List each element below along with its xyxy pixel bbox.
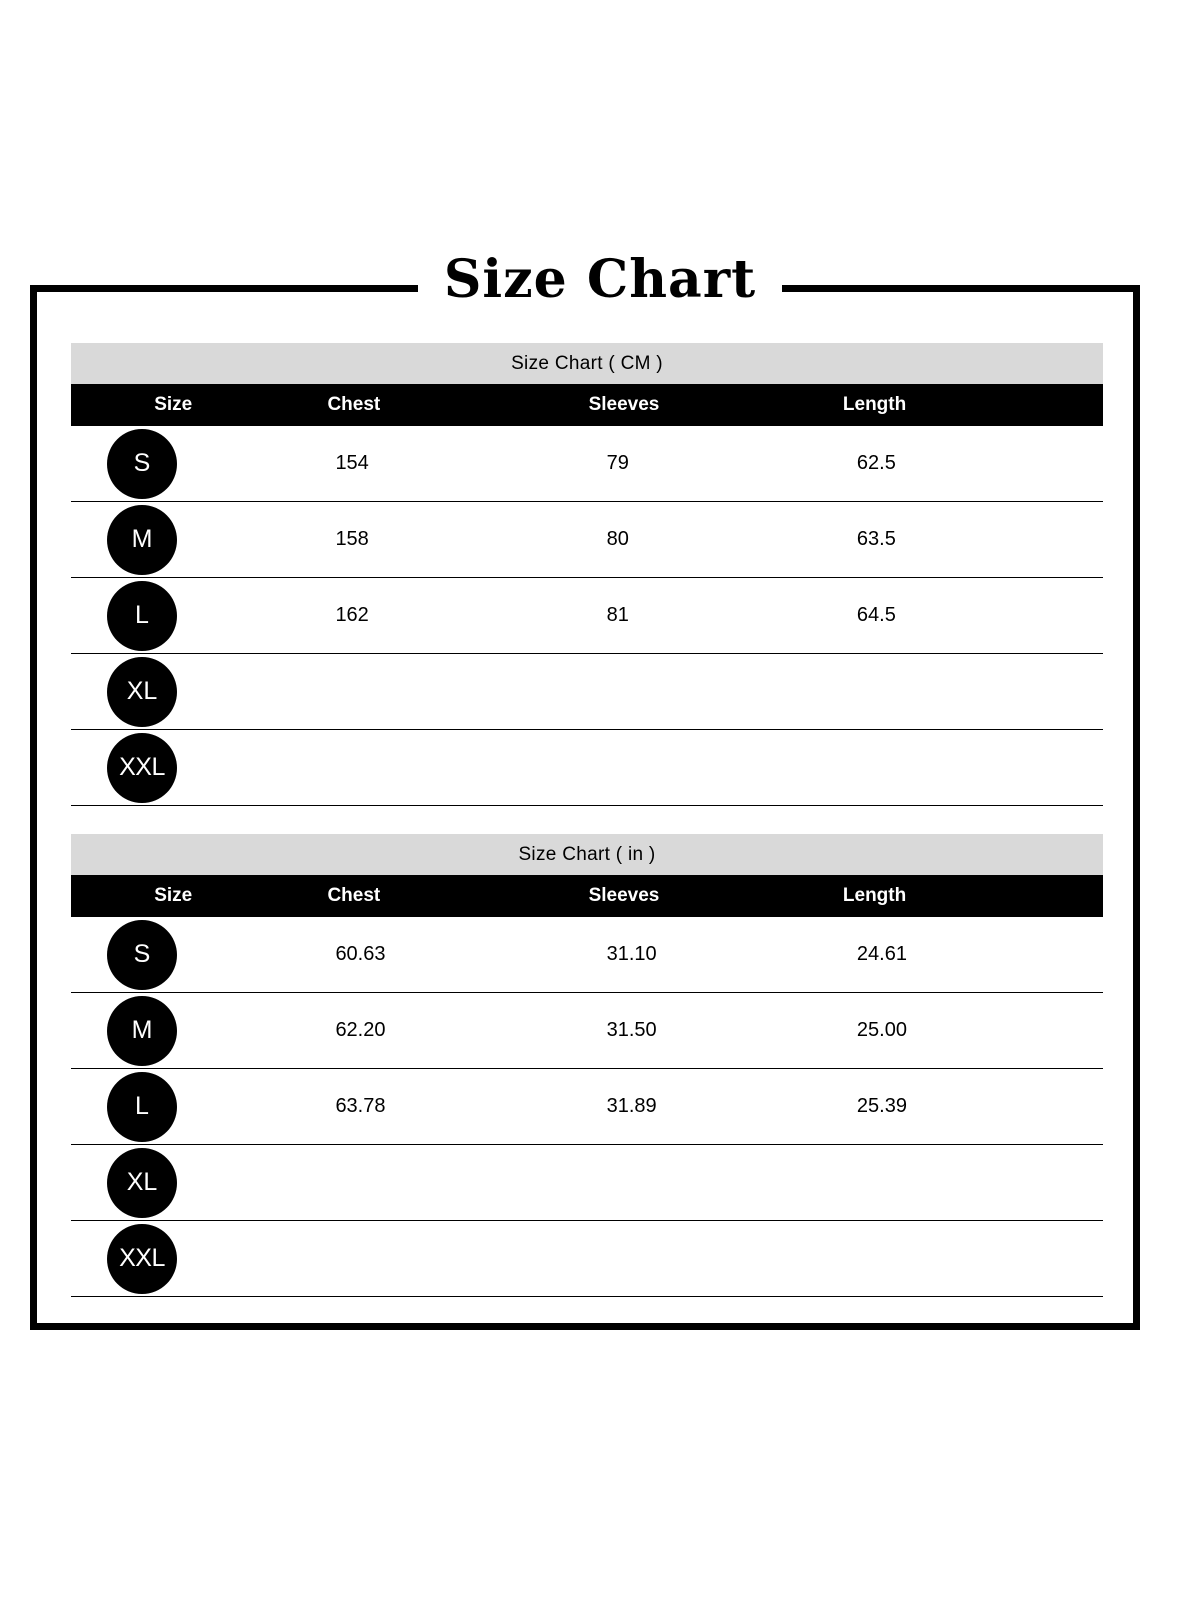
chest-value: 60.63	[335, 943, 386, 965]
chest-value	[275, 1221, 570, 1297]
column-header-size: Size	[71, 384, 275, 426]
length-value	[825, 730, 1103, 806]
chest-value: 162	[335, 604, 369, 626]
sleeves-value: 80	[606, 528, 629, 550]
sleeves-value: 31.89	[606, 1095, 657, 1117]
column-header-length: Length	[825, 384, 1103, 426]
size-table-cm	[71, 384, 1103, 806]
size-cell	[71, 1069, 275, 1145]
size-cell	[71, 917, 275, 993]
size-chart-cm-section	[71, 343, 1103, 806]
size-cell	[71, 578, 275, 654]
size-chart-in-section	[71, 834, 1103, 1297]
chest-value: 154	[335, 452, 369, 474]
chest-value: 63.78	[335, 1095, 386, 1117]
chest-value	[275, 730, 570, 806]
table-row	[71, 426, 1103, 502]
table-row	[71, 730, 1103, 806]
size-cell	[71, 730, 275, 806]
table-row	[71, 654, 1103, 730]
size-cell	[71, 426, 275, 502]
length-value	[825, 1145, 1103, 1221]
size-badge: S	[107, 429, 177, 499]
table-row	[71, 502, 1103, 578]
length-value	[825, 654, 1103, 730]
table-row	[71, 1145, 1103, 1221]
length-value: 25.00	[856, 1019, 907, 1041]
size-cell	[71, 1145, 275, 1221]
column-header-size: Size	[71, 875, 275, 917]
page-title: Size Chart	[418, 254, 782, 306]
size-badge: M	[107, 996, 177, 1066]
chest-value: 158	[335, 528, 369, 550]
column-header-sleeves: Sleeves	[571, 875, 825, 917]
sleeves-value: 81	[606, 604, 629, 626]
column-header-sleeves: Sleeves	[571, 384, 825, 426]
table-row	[71, 1221, 1103, 1297]
size-table-in	[71, 875, 1103, 1297]
size-cell	[71, 654, 275, 730]
chest-value	[275, 1145, 570, 1221]
size-cell	[71, 502, 275, 578]
column-header-length: Length	[825, 875, 1103, 917]
table-header-row	[71, 875, 1103, 917]
size-badge: XXL	[107, 733, 177, 803]
size-chart-tables	[71, 343, 1103, 1297]
size-badge: S	[107, 920, 177, 990]
size-cell	[71, 993, 275, 1069]
length-value: 25.39	[856, 1095, 907, 1117]
sleeves-value	[571, 1145, 825, 1221]
sleeves-value: 79	[606, 452, 629, 474]
table-row	[71, 993, 1103, 1069]
sleeves-value	[571, 1221, 825, 1297]
chest-value	[275, 654, 570, 730]
column-header-chest: Chest	[275, 384, 570, 426]
section-band-in: Size Chart ( in )	[71, 834, 1103, 875]
sleeves-value: 31.10	[606, 943, 657, 965]
table-row	[71, 1069, 1103, 1145]
length-value: 24.61	[856, 943, 907, 965]
chest-value: 62.20	[335, 1019, 386, 1041]
size-badge: M	[107, 505, 177, 575]
length-value: 63.5	[856, 528, 896, 550]
table-header-row	[71, 384, 1103, 426]
size-badge: L	[107, 1072, 177, 1142]
length-value: 64.5	[856, 604, 896, 626]
table-row	[71, 578, 1103, 654]
size-badge: XL	[107, 1148, 177, 1218]
section-band-cm: Size Chart ( CM )	[71, 343, 1103, 384]
sleeves-value	[571, 730, 825, 806]
length-value	[825, 1221, 1103, 1297]
sleeves-value: 31.50	[606, 1019, 657, 1041]
table-row	[71, 917, 1103, 993]
size-badge: XL	[107, 657, 177, 727]
size-badge: XXL	[107, 1224, 177, 1294]
length-value: 62.5	[856, 452, 896, 474]
size-badge: L	[107, 581, 177, 651]
sleeves-value	[571, 654, 825, 730]
size-cell	[71, 1221, 275, 1297]
title-banner	[0, 240, 1200, 320]
column-header-chest: Chest	[275, 875, 570, 917]
